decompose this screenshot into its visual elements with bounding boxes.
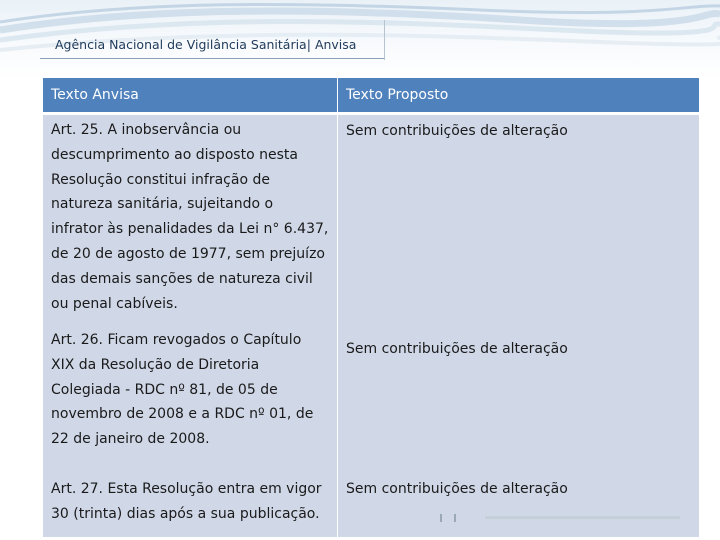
header-banner (0, 0, 720, 80)
cell-texto-proposto: Sem contribuições de alteração (338, 469, 700, 537)
cell-texto-proposto: Sem contribuições de alteração (338, 114, 700, 320)
cell-texto-proposto: Sem contribuições de alteração (338, 319, 700, 469)
title-underline (40, 58, 385, 59)
footer-logo-watermark (440, 512, 690, 524)
column-header-texto-anvisa: Texto Anvisa (43, 78, 338, 114)
title-divider (384, 20, 385, 60)
cell-texto-anvisa: Art. 25. A inobservância ou descumprimento ao disposto nesta Resolução constitui infração de natureza sanitária, sujeitando o infrator às penalidades da Lei n° 6.437, de 20 de agosto de 1977, sem prejuízo das demais sanções de natureza civil ou penal cabíveis. (43, 114, 338, 320)
cell-texto-anvisa: Art. 27. Esta Resolução entra em vigor 30 (trinta) dias após a sua publicação. (43, 469, 338, 537)
table-header-row (43, 78, 700, 114)
page-title (55, 37, 356, 52)
agency-acronym: Anvisa (314, 37, 357, 52)
table-row (43, 319, 700, 469)
table-row (43, 114, 700, 320)
table-row (43, 469, 700, 537)
comparison-table (42, 77, 700, 537)
footer-logo-graphic (440, 512, 690, 524)
cell-texto-anvisa: Art. 26. Ficam revogados o Capítulo XIX da Resolução de Diretoria Colegiada - RDC nº 81, de 05 de novembro de 2008 e a RDC nº 01, de 22 de janeiro de 2008. (43, 319, 338, 469)
title-separator: | (306, 37, 311, 52)
agency-name: Agência Nacional de Vigilância Sanitária (55, 37, 307, 52)
column-header-texto-proposto: Texto Proposto (338, 78, 700, 114)
